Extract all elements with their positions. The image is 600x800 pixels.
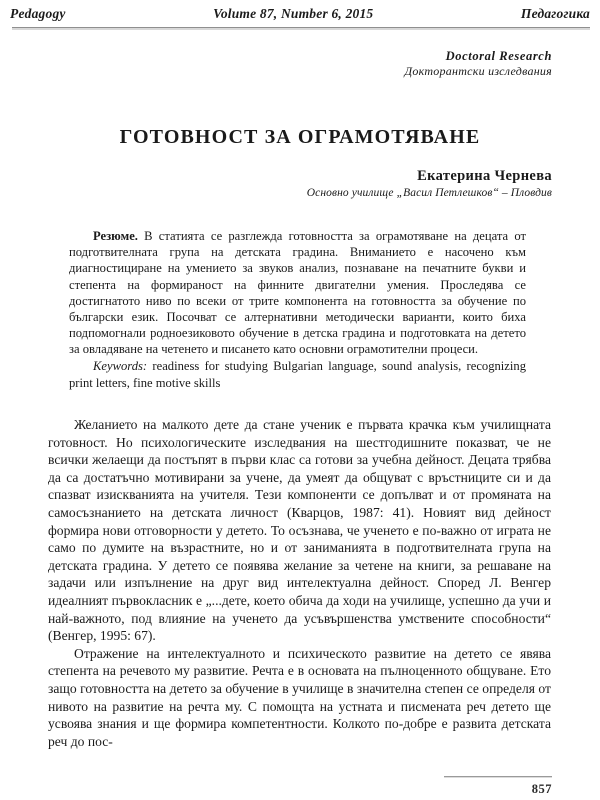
running-head-volume: Volume 87, Number 6, 2015 bbox=[213, 6, 374, 21]
keywords-paragraph bbox=[69, 358, 526, 390]
footer-divider bbox=[444, 776, 552, 778]
byline bbox=[48, 168, 552, 199]
keywords-text: readiness for studying Bulgarian language, sound analysis, recognizing print letters, fine motive skills bbox=[69, 359, 526, 390]
abstract-paragraph bbox=[69, 228, 526, 357]
author-affiliation: Основно училище „Васил Петлешков“ – Пловдив bbox=[306, 187, 552, 199]
running-head bbox=[10, 6, 590, 26]
article-body bbox=[48, 416, 551, 750]
page-number: 857 bbox=[531, 782, 552, 796]
abstract-block bbox=[69, 228, 526, 391]
body-paragraph-1: Желанието на малкото дете да стане ученик е първата крачка към училищната готовност. Но психологическите изследвания на шестгодишните показват, че не всички желаещи да постъпят в първи клас са готови за учебна дейност. Децата трябва да са достатъчно мотивирани за учене, да умеят да общуват с връстниците си и да спазват изискванията на учителя. Тези компоненти се допълват и от промяната на самосъзнанието на детската личност (Кварцов, 1987: 41). Новият вид дейност формира нови отговорности у детето. То осъзнава, че ученето е по-важно от играта не само по думите на възрастните, но и от заниманията в подготвителната група на детската градина. У детето се появява желание за четене на книги, за решаване на задачи или изпълнение на друг вид интелектуална дейност. Според Л. Венгер идеалният първокласник е „...дете, което обича да ходи на училище, успешно да учи и най-важното, под влияние на ученето да усъвършенства умствените способности“ (Венгер, 1995: 67). bbox=[48, 417, 551, 644]
section-kicker-bulgarian: Докторантски изследвания bbox=[404, 64, 552, 78]
abstract-label: Резюме. bbox=[93, 229, 138, 243]
running-head-journal-bg: Педагогика bbox=[520, 6, 590, 21]
article-title: ГОТОВНОСТ ЗА ОГРАМОТЯВАНЕ bbox=[119, 126, 481, 149]
abstract-text: В статията се разглежда готовността за ограмотяване на децата от подготвителната група на детската градина. Вниманието е насочено към диагностициране на умението за звуков анализ, познаване на печатните букви и степента на формираност на финните двигателни умения. Проследява се достигнатото ниво по всеки от трите компонента на готовността за обучение по български език. Посочват се алтернативни методически варианти, които биха подпомогнали родноезиковото обучение в детска градина и подготовката на детето за овладяване на четенето и писането като основни ограмотителни процеси. bbox=[69, 229, 526, 357]
keywords-label: Keywords: bbox=[93, 359, 148, 374]
running-head-journal-en: Pedagogy bbox=[10, 6, 66, 21]
section-kicker bbox=[405, 48, 552, 79]
body-paragraph-2: Отражение на интелектуалното и психическото развитие на детето се явява степента на речевото му развитие. Речта е в основата на пълноценното общуване. Ето защо готовността на детето за обучение в училище в значителна степен се определя от нивото на развитие на речта му. С помощта на устната и писмената реч детето ще усвоява знания и ще формира компетентности. Колкото по-добре е развита детската реч до пос- bbox=[48, 645, 551, 749]
author-name: Екатерина Чернева bbox=[417, 168, 552, 184]
header-divider bbox=[12, 27, 590, 30]
section-kicker-english: Doctoral Research bbox=[445, 49, 552, 63]
